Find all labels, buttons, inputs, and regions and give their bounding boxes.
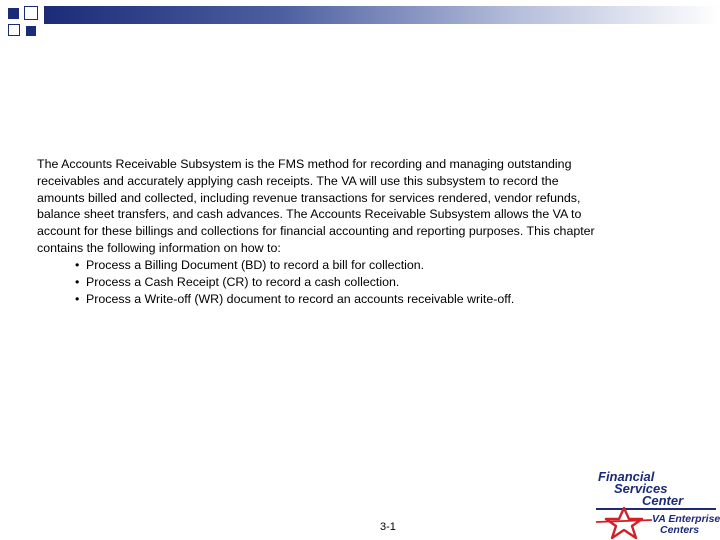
intro-paragraph [37, 156, 687, 257]
page-number: 3-1 [380, 521, 396, 533]
paragraph-line: balance sheet transfers, and cash advances. The Accounts Receivable Subsystem allows the VA to [37, 207, 582, 222]
bullet-text: Process a Cash Receipt (CR) to record a cash collection. [86, 274, 400, 289]
logo-text-financial: Financial [598, 469, 655, 484]
paragraph-line: account for these billings and collections for financial accounting and reporting purposes. This chapter [37, 224, 595, 239]
bullet-text: Process a Write-off (WR) document to record an accounts receivable write-off. [86, 291, 515, 306]
bullet-item [75, 257, 675, 274]
logo-text-center: Center [642, 493, 684, 508]
bullet-icon: • [75, 274, 80, 289]
logo-text-centers: Centers [660, 524, 700, 536]
decor-square [26, 26, 36, 36]
decor-square [8, 8, 19, 19]
bullet-item [75, 291, 675, 308]
bullet-text: Process a Billing Document (BD) to record a bill for collection. [86, 258, 425, 272]
logo-text-va-enterprise: VA Enterprise [652, 513, 720, 525]
paragraph-line: amounts billed and collected, including revenue transactions for services rendered, vendor refunds, [37, 190, 581, 205]
bullet-icon: • [75, 258, 80, 272]
paragraph-line: contains the following information on how to: [37, 240, 281, 255]
paragraph-line: The Accounts Receivable Subsystem is the FMS method for recording and managing outstanding [37, 157, 572, 171]
bullet-list [75, 257, 675, 307]
bullet-item [75, 274, 675, 291]
logo-text-services: Services [614, 481, 668, 496]
star-logo-icon [594, 506, 654, 540]
paragraph-line: receivables and accurately applying cash receipts. The VA will use this subsystem to record the [37, 173, 559, 188]
decor-square [24, 6, 38, 20]
decor-square [8, 24, 20, 36]
bullet-icon: • [75, 291, 80, 306]
header-gradient-bar [44, 6, 720, 24]
financial-services-center-logo [594, 468, 720, 540]
